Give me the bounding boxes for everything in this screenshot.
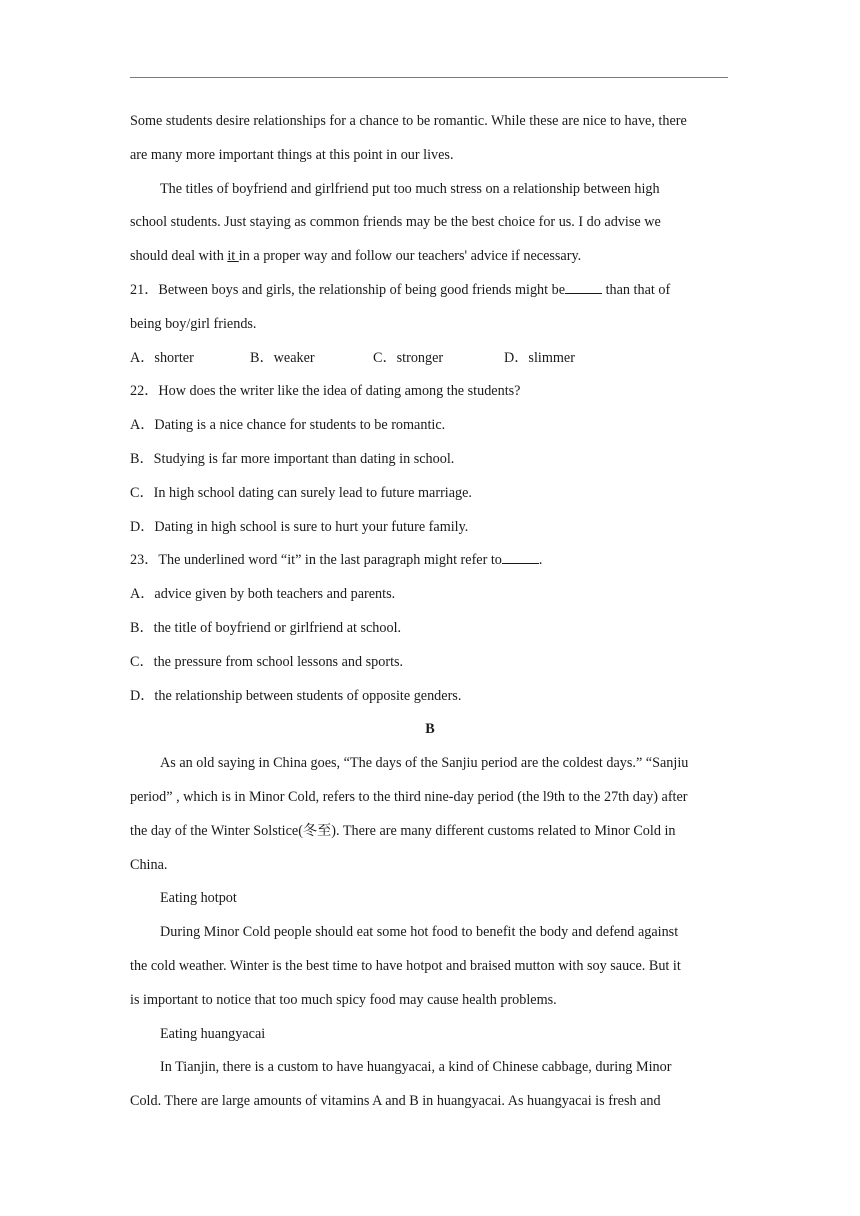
text-line: are many more important things at this point in our lives.	[130, 146, 454, 163]
option-b: B．weaker	[250, 349, 315, 366]
text-line	[130, 240, 730, 274]
subheading: Eating huangyacai	[160, 1025, 266, 1042]
text-fragment: in a proper way and follow our teachers' advice if necessary.	[238, 248, 582, 265]
question-21-options	[130, 342, 730, 376]
subheading: Eating hotpot	[160, 890, 237, 907]
document-body	[130, 105, 730, 1119]
option-a: A．Dating is a nice chance for students to be romantic.	[130, 417, 446, 434]
text-line: the cold weather. Winter is the best time to have hotpot and braised mutton with soy sauce. But it	[130, 957, 681, 974]
text-line: In Tianjin, there is a custom to have huangyacai, a kind of Chinese cabbage, during Minor	[160, 1059, 672, 1076]
text-fragment: should deal with	[130, 248, 228, 265]
question-23-stem: 23．The underlined word “it” in the last paragraph might refer to .	[130, 544, 730, 578]
text-line: is important to notice that too much spicy food may cause health problems.	[130, 991, 557, 1008]
text-line: During Minor Cold people should eat some hot food to benefit the body and defend against	[160, 924, 679, 941]
option-c: C．In high school dating can surely lead to future marriage.	[130, 484, 472, 501]
section-heading: B	[425, 721, 435, 738]
question-21-stem-cont: being boy/girl friends.	[130, 315, 257, 332]
question-22-stem: 22．How does the writer like the idea of dating among the students?	[130, 383, 521, 400]
text-line: Cold. There are large amounts of vitamins A and B in huangyacai. As huangyacai is fresh and	[130, 1093, 661, 1110]
text-line: The titles of boyfriend and girlfriend put too much stress on a relationship between high	[160, 180, 660, 197]
option-b: B．Studying is far more important than dating in school.	[130, 450, 455, 467]
option-d: D．slimmer	[504, 349, 575, 366]
text-line: As an old saying in China goes, “The days of the Sanjiu period are the coldest days.” “Sanjiu	[160, 755, 689, 772]
answer-blank	[502, 549, 539, 564]
question-21-stem: 21．Between boys and girls, the relationship of being good friends might be than that of	[130, 274, 730, 308]
option-d: D．the relationship between students of opposite genders.	[130, 687, 462, 704]
option-c: C．stronger	[373, 349, 444, 366]
text-line: the day of the Winter Solstice(冬至). There are many different customs related to Minor Cold in	[130, 822, 676, 839]
answer-blank	[565, 279, 602, 294]
option-c: C．the pressure from school lessons and sports.	[130, 653, 404, 670]
text-line: school students. Just staying as common friends may be the best choice for us. I do advise we	[130, 214, 661, 231]
text-line: China.	[130, 856, 168, 873]
text-line: period” , which is in Minor Cold, refers to the third nine-day period (the l9th to the 27th day) after	[130, 788, 688, 805]
option-a: A．shorter	[130, 349, 194, 366]
option-b: B．the title of boyfriend or girlfriend at school.	[130, 619, 402, 636]
header-rule	[130, 77, 728, 78]
text-line: Some students desire relationships for a chance to be romantic. While these are nice to have, there	[130, 113, 687, 129]
option-a: A．advice given by both teachers and parents.	[130, 586, 396, 603]
underlined-word: it	[227, 248, 239, 265]
option-d: D．Dating in high school is sure to hurt your future family.	[130, 518, 469, 535]
